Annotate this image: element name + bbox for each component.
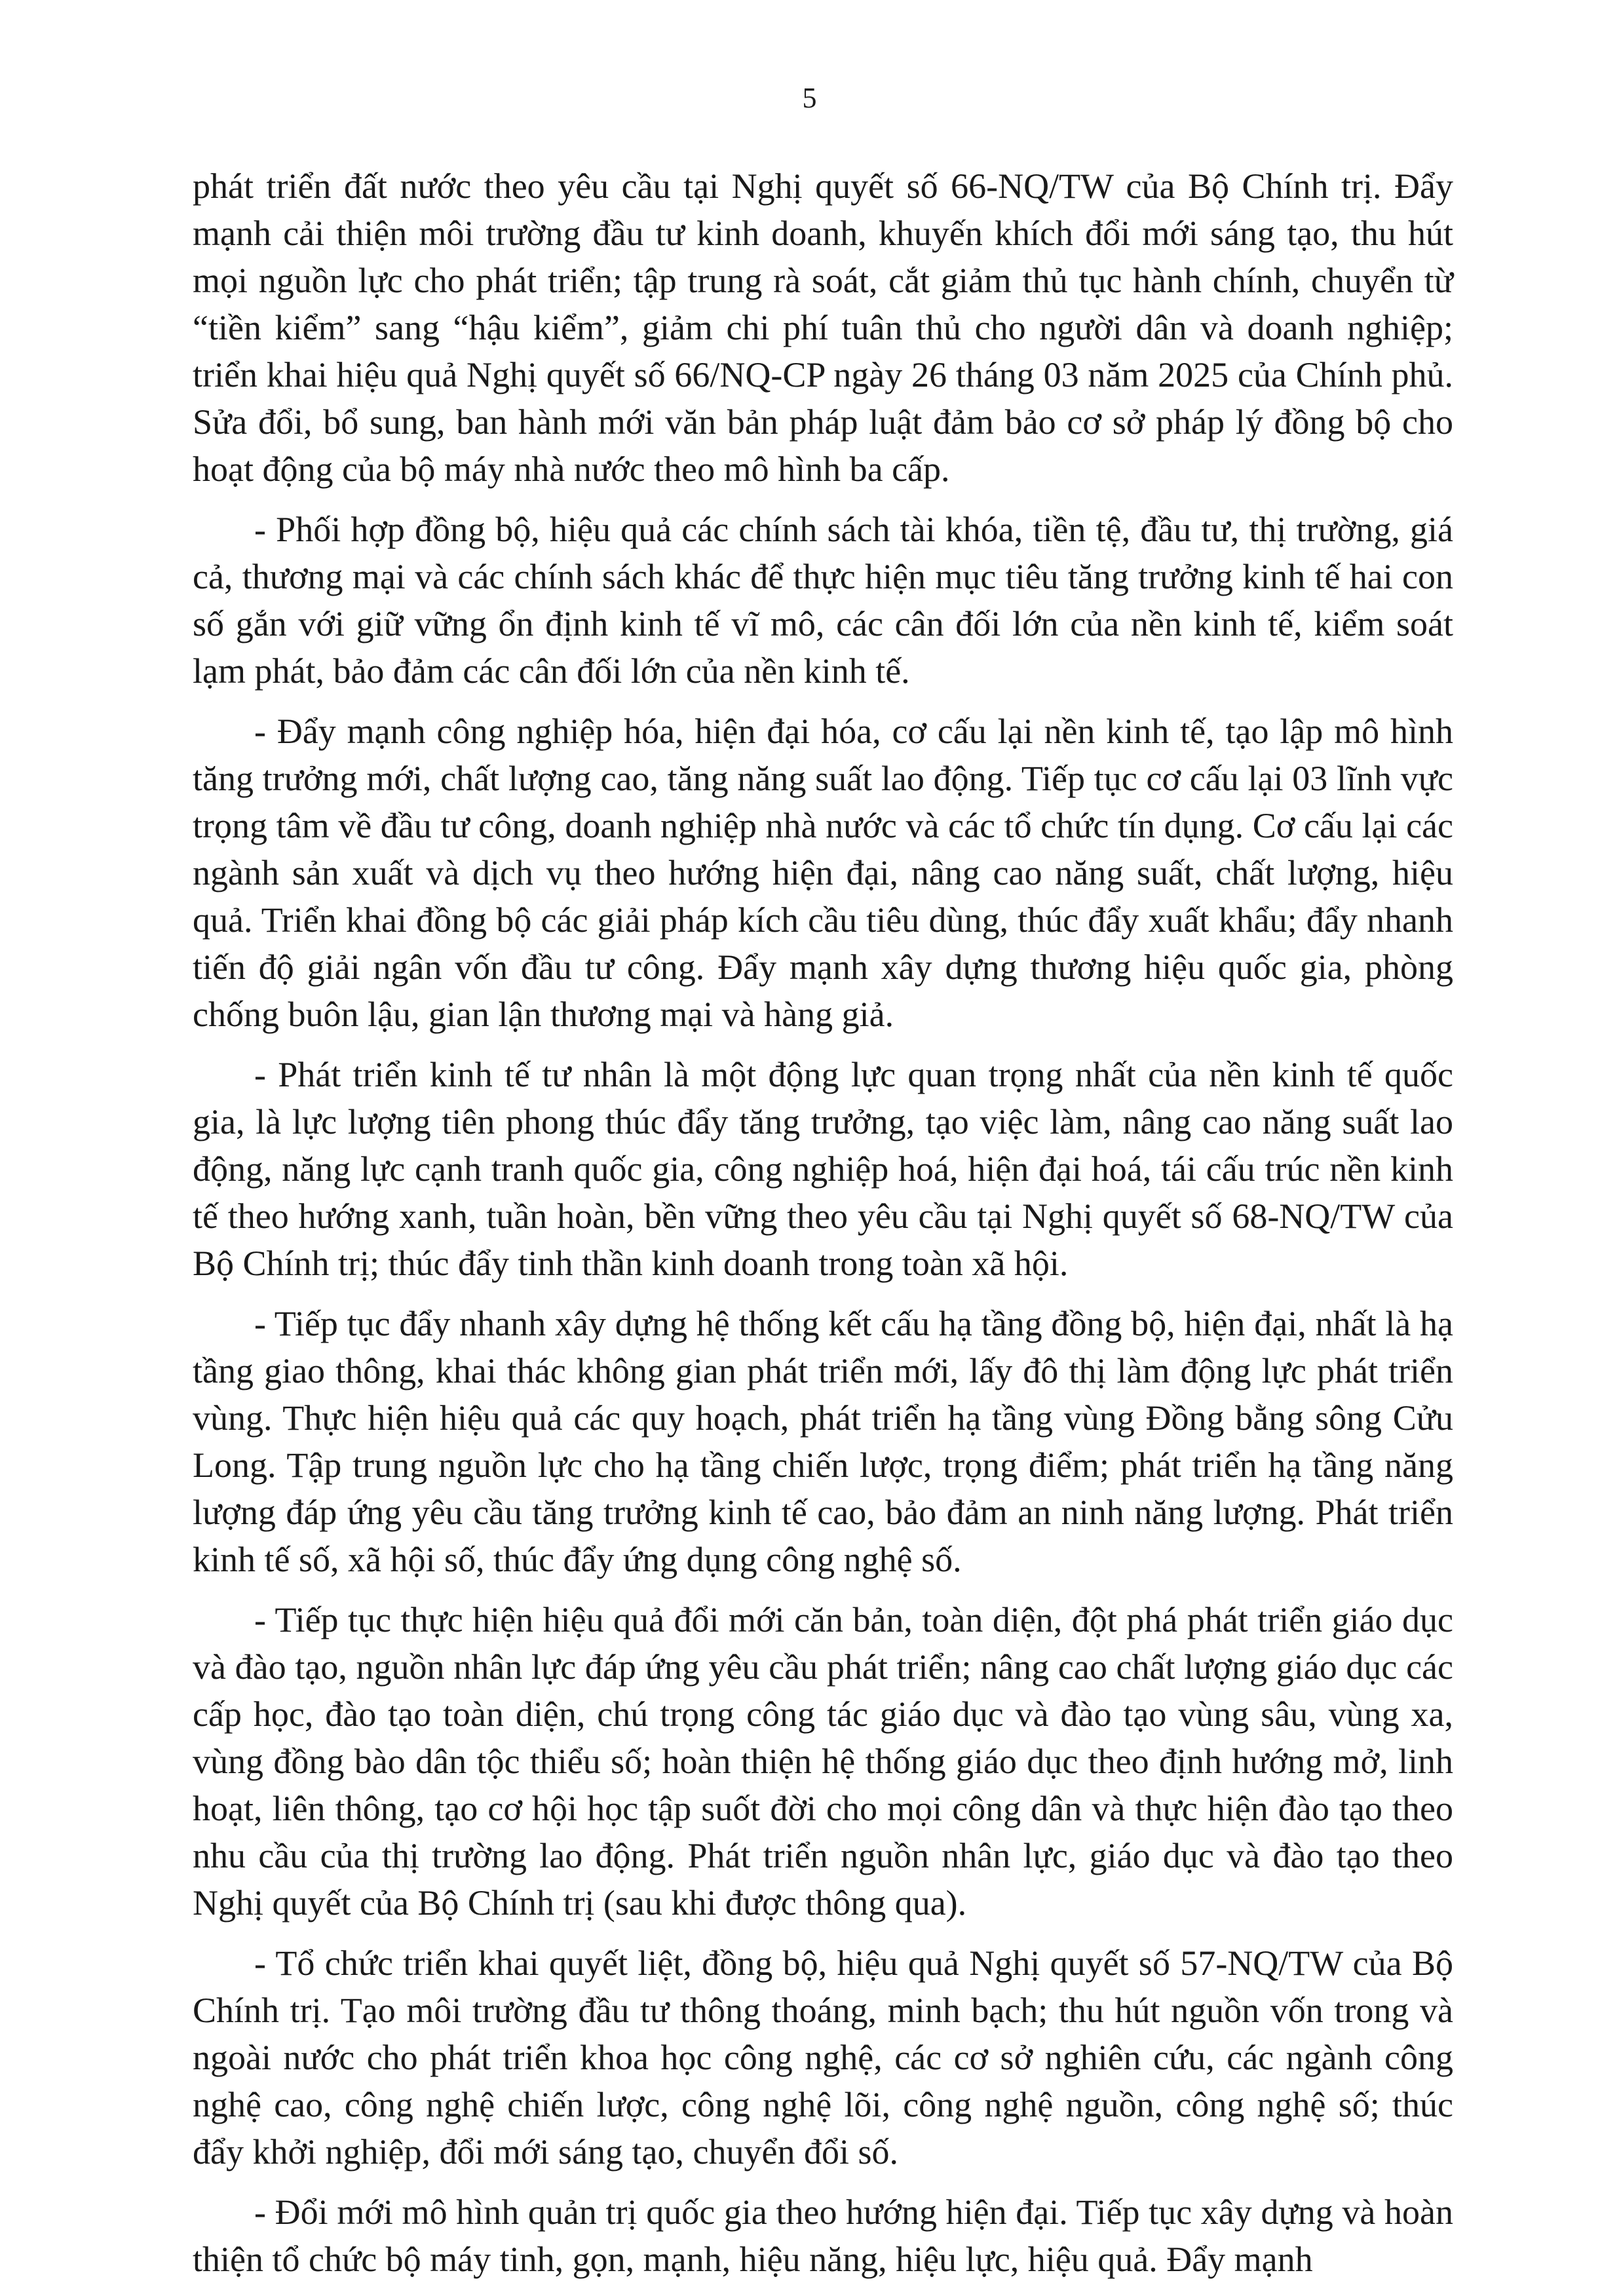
paragraph-1: phát triển đất nước theo yêu cầu tại Nghị quyết số 66-NQ/TW của Bộ Chính trị. Đẩy mạnh cải thiện môi trường đầu tư kinh doanh, khuyến khích đổi mới sáng tạo, thu hút mọi nguồn lực cho phát triển; tập trung rà soát, cắt giảm thủ tục hành chính, chuyển từ “tiền kiểm” sang “hậu kiểm”, giảm chi phí tuân thủ cho người dân và doanh nghiệp; triển khai hiệu quả Nghị quyết số 66/NQ-CP ngày 26 tháng 03 năm 2025 của Chính phủ. Sửa đổi, bổ sung, ban hành mới văn bản pháp luật đảm bảo cơ sở pháp lý đồng bộ cho hoạt động của bộ máy nhà nước theo mô hình ba cấp.: [193, 166, 1453, 489]
paragraph-8: - Đổi mới mô hình quản trị quốc gia theo hướng hiện đại. Tiếp tục xây dựng và hoàn thiện tổ chức bộ máy tinh, gọn, mạnh, hiệu năng, hiệu lực, hiệu quả. Đẩy mạnh: [193, 2192, 1453, 2279]
document-body: [193, 163, 1453, 2296]
paragraph-5: - Tiếp tục đẩy nhanh xây dựng hệ thống kết cấu hạ tầng đồng bộ, hiện đại, nhất là hạ tầng giao thông, khai thác không gian phát triển mới, lấy đô thị làm động lực phát triển vùng. Thực hiện hiệu quả các quy hoạch, phát triển hạ tầng vùng Đồng bằng sông Cửu Long. Tập trung nguồn lực cho hạ tầng chiến lược, trọng điểm; phát triển hạ tầng năng lượng đáp ứng yêu cầu tăng trưởng kinh tế cao, bảo đảm an ninh năng lượng. Phát triển kinh tế số, xã hội số, thúc đẩy ứng dụng công nghệ số.: [193, 1304, 1453, 1579]
paragraph-4: - Phát triển kinh tế tư nhân là một động lực quan trọng nhất của nền kinh tế quốc gia, là lực lượng tiên phong thúc đẩy tăng trưởng, tạo việc làm, nâng cao năng suất lao động, năng lực cạnh tranh quốc gia, công nghiệp hoá, hiện đại hoá, tái cấu trúc nền kinh tế theo hướng xanh, tuần hoàn, bền vững theo yêu cầu tại Nghị quyết số 68-NQ/TW của Bộ Chính trị; thúc đẩy tinh thần kinh doanh trong toàn xã hội.: [193, 1055, 1453, 1283]
paragraph-6: - Tiếp tục thực hiện hiệu quả đổi mới căn bản, toàn diện, đột phá phát triển giáo dục và đào tạo, nguồn nhân lực đáp ứng yêu cầu phát triển; nâng cao chất lượng giáo dục các cấp học, đào tạo toàn diện, chú trọng công tác giáo dục và đào tạo vùng sâu, vùng xa, vùng đồng bào dân tộc thiểu số; hoàn thiện hệ thống giáo dục theo định hướng mở, linh hoạt, liên thông, tạo cơ hội học tập suốt đời cho mọi công dân và thực hiện đào tạo theo nhu cầu của thị trường lao động. Phát triển nguồn nhân lực, giáo dục và đào tạo theo Nghị quyết của Bộ Chính trị (sau khi được thông qua).: [193, 1600, 1453, 1923]
page-number: 5: [802, 82, 817, 114]
paragraph-2: - Phối hợp đồng bộ, hiệu quả các chính sách tài khóa, tiền tệ, đầu tư, thị trường, giá cả, thương mại và các chính sách khác để thực hiện mục tiêu tăng trưởng kinh tế hai con số gắn với giữ vững ổn định kinh tế vĩ mô, các cân đối lớn của nền kinh tế, kiểm soát lạm phát, bảo đảm các cân đối lớn của nền kinh tế.: [193, 510, 1453, 691]
paragraph-3: - Đẩy mạnh công nghiệp hóa, hiện đại hóa, cơ cấu lại nền kinh tế, tạo lập mô hình tăng trưởng mới, chất lượng cao, tăng năng suất lao động. Tiếp tục cơ cấu lại 03 lĩnh vực trọng tâm về đầu tư công, doanh nghiệp nhà nước và các tổ chức tín dụng. Cơ cấu lại các ngành sản xuất và dịch vụ theo hướng hiện đại, nâng cao năng suất, chất lượng, hiệu quả. Triển khai đồng bộ các giải pháp kích cầu tiêu dùng, thúc đẩy xuất khẩu; đẩy nhanh tiến độ giải ngân vốn đầu tư công. Đẩy mạnh xây dựng thương hiệu quốc gia, phòng chống buôn lậu, gian lận thương mại và hàng giả.: [193, 712, 1453, 1034]
paragraph-7: - Tổ chức triển khai quyết liệt, đồng bộ, hiệu quả Nghị quyết số 57-NQ/TW của Bộ Chính trị. Tạo môi trường đầu tư thông thoáng, minh bạch; thu hút nguồn vốn trong và ngoài nước cho phát triển khoa học công nghệ, các cơ sở nghiên cứu, các ngành công nghệ cao, công nghệ chiến lược, công nghệ lõi, công nghệ nguồn, công nghệ số; thúc đẩy khởi nghiệp, đổi mới sáng tạo, chuyển đổi số.: [193, 1943, 1453, 2172]
